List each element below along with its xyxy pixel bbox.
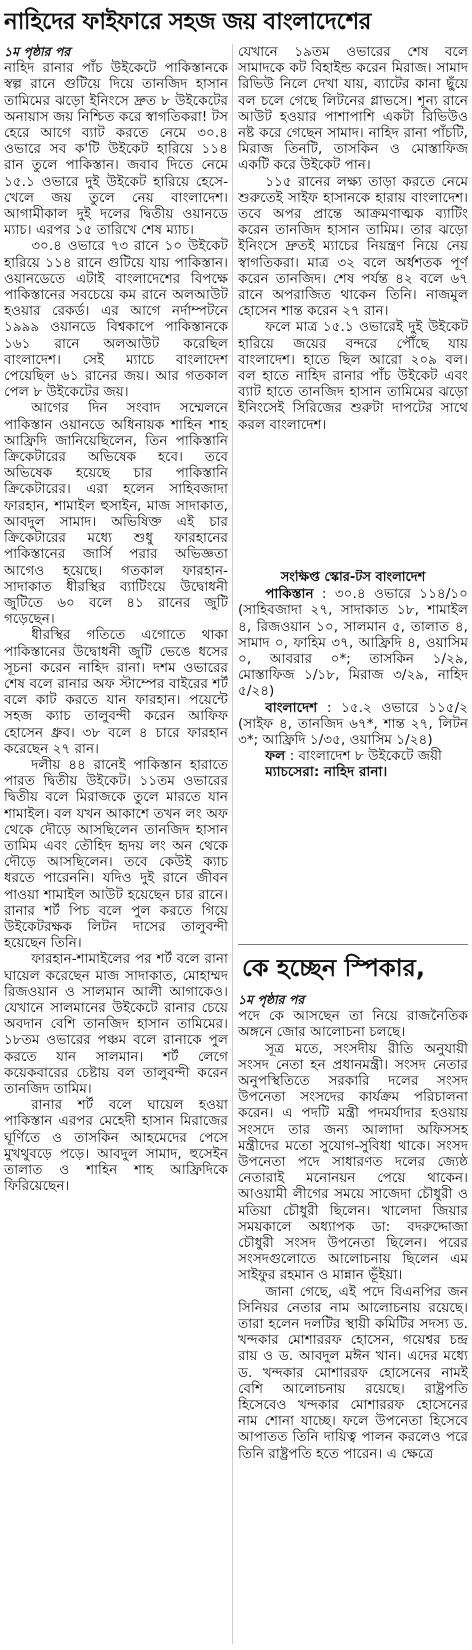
scorecard-bangladesh-label: বাংলাদেশ (265, 699, 318, 716)
article-paragraph: সূত্র মতে, সংসদীয় রীতি অনুযায়ী সংসদ নেতা হন প্রধানমন্ত্রী। সংসদ নেতার অনুপস্থিতিতে সরকারি দলের সংসদ উপনেতা সংসদের কার্যক্রম পরিচালনা করেন। এ পদটি মন্ত্রী পদমর্যাদার হওয়ায় সংসদে তার জন্য আলাদা অফিসসহ মন্ত্রীদের মতো সুযোগ-সুবিধা থাকে। সংসদ উপনেতা পদে সাধারণত দলের জ্যেষ্ঠ নেতারাই মনোনয়ন পেয়ে থাকেন। আওয়ামী লীগের সময়ে সাজেদা চৌধুরী ও মতিয়া চৌধুরী ছিলেন। খালেদা জিয়ার সময়কালে অধ্যাপক ডা: বদরুদ্দোজা চৌধুরী সংসদ উপনেতা ছিলেন। পরের সংসদগুলোতে আলোচনায় ছিলেন এম সাইফুর রহমান ও মান্নান ভূঁইয়া। (238, 1040, 468, 1284)
scorecard-mom (238, 764, 468, 780)
article-column-left (4, 44, 228, 1646)
section-divider (238, 944, 468, 945)
scorecard-bangladesh-text: : ১৫.২ ওভারে ১১৫/২ (সাইফ ৪, তানজিদ ৬৭*, শান্ত ২৭, লিটন ৩*; আফ্রিদি ১/৩৫, ওয়াসিম ১/২৪) (238, 699, 468, 749)
article-paragraph: ধীরস্থির গতিতে এগোতে থাকা পাকিস্তানের উদ্বোধনী জুটি ভেঙে ধসের সূচনা করেন নাহিদ রানা। দশম ওভারের শেষ বলে রানার অফ স্টাম্পের বাইরের শর্ট বলে কাট করতে যান ফারহান। পয়েন্টে সহজ ক্যাচ তালুবন্দী করেন আফিফ হোসেন ধ্রুব। ৩৮ বলে ৪ চারে ফারহান করেছেন ২৭ রান। (4, 627, 228, 757)
scorecard-mom-text: : নাহিদ রানা। (313, 764, 388, 781)
scorecard-pakistan-text: : ৩০.৪ ওভারে ১১৪/১০ (সাহিবজাদা ২৭, সাদাকাত ১৮, শামাইল ৪, রিজওয়ান ১০, সালমান ৫, তালাত ৪, সামাদ ০, ফাহিম ৩৭, আফ্রিদি ৪, ওয়াসিম ০, আবরার ০*; তাসকিন ১/২৯, মোস্তাফিজ ১/১৮, মিরাজ ৩/২৯, নাহিদ ৫/২৪) (238, 586, 468, 700)
scorecard-result-label: ফল (265, 748, 286, 765)
column-divider (232, 44, 233, 1644)
scorecard-pakistan (238, 586, 468, 699)
article-paragraph: ফারহান-শামাইলের পর শর্ট বলে রানা ঘায়েল করেছেন মাজ সাদাকাত, মোহাম্মদ রিজওয়ান ও সালমান আলী আগাকেও। যেখানে সালমানের উইকেটে রানার চেয়ে অবদান বেশি তানজিদ হাসান তামিমের। ১৮তম ওভারের পঞ্চম বলে রানাকে পুল করতে যান সালমান। শর্ট লেগে কয়েকবারের চেষ্টায় বল তালুবন্দী করেন তানজিদ তামিম। (4, 951, 228, 1097)
scorecard (238, 570, 468, 942)
article-paragraph: ফলে মাত্র ১৫.১ ওভারেই দুই উইকেট হারিয়ে জয়ের বন্দরে পৌঁছে যায় বাংলাদেশ। হাতে ছিল আরো ২০৯ বল। বল হাতে নাহিদ রানার পাঁচ উইকেট এবং ব্যাট হাতে তানজিদ হাসান তামিমের ঝড়ো ইনিংসেই সিরিজের শুরুটা দাপটের সাথে করল বাংলাদেশ। (238, 319, 468, 433)
article-paragraph: ১১৫ রানের লক্ষ্য তাড়া করতে নেমে শুরুতেই সাইফ হাসানকে হারায় বাংলাদেশ। তবে অপর প্রান্তে আক্রমণাত্মক ব্যাটিং করেন তানজিদ হাসান তামিম। তার ঝড়ো ইনিংসে দ্রুতই ম্যাচের নিয়ন্ত্রণ নিয়ে নেয় স্বাগতিকরা। মাত্র ৩২ বলে অর্ধশতক পূর্ণ করেন তানজিদ। শেষ পর্যন্ত ৪২ বলে ৬৭ রানে অপরাজিত থাকেন তিনি। নাজমুল হোসেন শান্ত করেন ২৭ রান। (238, 173, 468, 320)
article-paragraph: পদে কে আসছেন তা নিয়ে রাজনৈতিক অঙ্গনে জোর আলোচনা চলছে। (238, 1008, 468, 1041)
article-paragraph: দলীয় ৪৪ রানেই পাকিস্তান হারাতে পারত দ্বিতীয় উইকেট। ১১তম ওভারের দ্বিতীয় বলে মিরাজকে তুলে মারতে যান শামাইল। বল যখন আকাশে তখন লং অফ থেকে দৌড়ে আসছিলেন তানজিদ হাসান তামিম এবং তৌহিদ হৃদয় লং অন থেকে দৌড়ে আসছিলেন। তবে কেউই ক্যাচ ধরতে পারেননি। যদিও দুই রানে জীবন পাওয়া শামাইল আউট হয়েছেন চার রানে। রানার শর্ট পিচ বলে পুল করতে গিয়ে উইকেটরক্ষক লিটন দাসের তালুবন্দী হয়েছেন তিনি। (4, 756, 228, 952)
article-column-second (238, 992, 468, 1646)
scorecard-pakistan-label: পাকিস্তান (265, 586, 314, 603)
headline-main: নাহিদের ফাইফারে সহজ জয় বাংলাদেশের (4, 9, 371, 35)
continued-label: ১ম পৃষ্ঠার পর (4, 44, 71, 59)
scorecard-mom-label: ম্যাচসেরা (265, 764, 314, 781)
article-column-right (238, 44, 468, 564)
continued-label: ১ম পৃষ্ঠার পর (238, 992, 305, 1007)
article-paragraph: রানার শর্ট বলে ঘায়েল হওয়া পাকিস্তান এরপর মেহেদী হাসান মিরাজের ঘূর্ণিতে ও তাসকিন আহমেদের পেসে মুখথুবড়ে পড়ে। আবদুল সামাদ, হুসেইন তালাত ও শাহিন শাহ আফ্রিদিকে ফিরিয়েছেন। (4, 1097, 228, 1195)
article-paragraph: নাহিদ রানার পাঁচ উইকেটে পাকিস্তানকে স্বল্প রানে গুটিয়ে দিয়ে তানজিদ হাসান তামিমের ঝড়ো ইনিংসে দ্রুত ৮ উইকেটের অনায়াস জয় নিশ্চিত করে স্বাগতিকরা! টস হেরে আগে ব্যাট করতে নেমে ৩০.৪ ওভারে সব ক'টি উইকেট হারিয়ে ১১৪ রান তুলে পাকিস্তান। জবাব দিতে নেমে ১৫.১ ওভারে দুই উইকেট হারিয়ে হেসে-খেলে জয় তুলে নেয় বাংলাদেশ। আগামীকাল দুই দলের দ্বিতীয় ওয়ানডে ম্যাচ। এরপর ১৫ তারিখে শেষ ম্যাচ। (4, 60, 228, 239)
article-paragraph: ৩০.৪ ওভারে ৭৩ রানে ১০ উইকেট হারিয়ে ১১৪ রানে গুটিয়ে যায় পাকিস্তান। ওয়ানডেতে এটাই বাংলাদেশের বিপক্ষে পাকিস্তানের সবচেয়ে কম রানে অলআউট হওয়ার রেকর্ড। এর আগে নর্দাম্পটনে ১৯৯৯ ওয়ানডে বিশ্বকাপে পাকিস্তানকে ১৬১ রানে অলআউট করেছিল বাংলাদেশ। সেই ম্যাচে বাংলাদেশ পেয়েছিল ৬১ রানের জয়। আর গতকাল পেল ৮ উইকেটের জয়। (4, 238, 228, 401)
article-paragraph: যেখানে ১৯তম ওভারের শেষ বলে সামাদকে কট বিহাইন্ড করেন মিরাজ। সামাদ রিভিউ নিলে দেখা যায়, ব্যাটের কানা ছুঁয়ে বল চলে গেছে লিটনের গ্লাভসে। শূন্য রানে আউট হওয়ার পাশাপাশি একটা রিভিউও নষ্ট করে গেছেন সামাদ। নাহিদ রানা পাঁচটি, মিরাজ তিনটি, তাসকিন ও মোস্তাফিজ একটি করে উইকেট পান। (238, 44, 468, 174)
scorecard-result (238, 748, 468, 764)
scorecard-title: সংক্ষিপ্ত স্কোর-টস বাংলাদেশ (280, 570, 426, 585)
scorecard-bangladesh (238, 700, 468, 749)
headline-second: কে হচ্ছেন স্পিকার, (242, 954, 425, 982)
article-paragraph: আগের দিন সংবাদ সম্মেলনে পাকিস্তান ওয়ানডে অধিনায়ক শাহিন শাহ আফ্রিদি জানিয়েছিলেন, তিন পাকিস্তানি ক্রিকেটারের অভিষেক হবে। তবে অভিষেক হয়েছে চার পাকিস্তানি ক্রিকেটারের। এরা হলেন সাহিবজাদা ফারহান, শামাইল হুসাইন, মাজ সাদাকাত, আবদুল সামাদ। অভিষিক্ত এই চার ক্রিকেটারের মধ্যে শুধু ফারহানের পাকিস্তানের জার্সি পরার অভিজ্ঞতা আগেও হয়েছে। গতকাল ফারহান-সাদাকাত ধীরস্থির ব্যাটিংয়ে উদ্বোধনী জুটিতে ৬০ বলে ৪১ রানের জুটি গড়েছেন। (4, 400, 228, 628)
scorecard-result-text: : বাংলাদেশ ৮ উইকেটে জয়ী (289, 748, 442, 765)
article-paragraph: জানা গেছে, এই পদে বিএনপির জন সিনিয়র নেতার নাম আলোচনায় রয়েছে। তারা হলেন দলটির স্থায়ী কমিটির সদস্য ড. খন্দকার মোশাররফ হোসেন, গয়েশ্বর চন্দ্র রায় ও ড. আবদুল মঈন খান। এদের মধ্যে ড. খন্দকার মোশাররফ হোসেনের নামই বেশি আলোচনায় রয়েছে। রাষ্ট্রপতি হিসেবেও খন্দকার মোশাররফ হোসেনের নাম শোনা যাচ্ছে। ফলে উপনেতা হিসেবে আপাতত তিনি দায়িত্ব পালন করলেও পরে তিনি রাষ্ট্রপতি হতে পারেন। এ ক্ষেত্রে (238, 1283, 468, 1462)
